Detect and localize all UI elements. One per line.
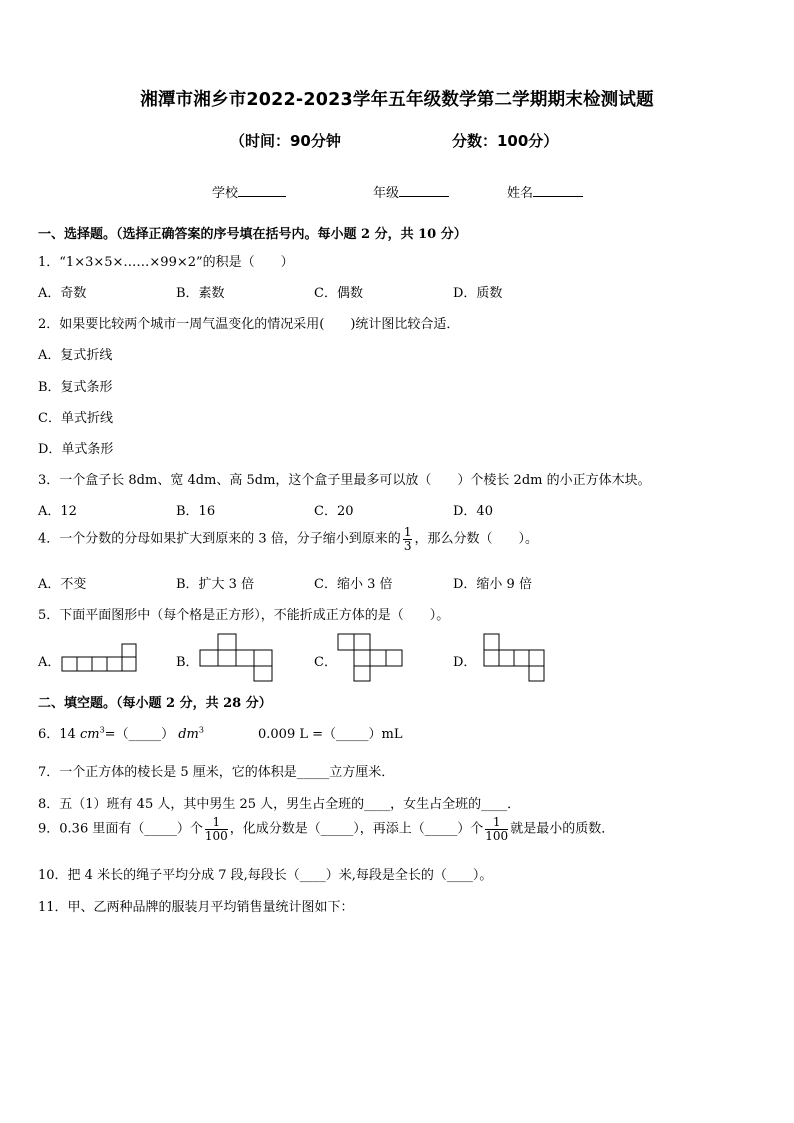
q9-frac2-numerator: 1 (485, 816, 508, 830)
question-10: 10．把 4 米长的绳子平均分成 7 段,每段长（____）米,每段是全长的（____）。 (38, 868, 493, 883)
q9-part-b: ，化成分数是（_____），再添上（_____）个 (229, 821, 484, 837)
grade-label: 年级 (373, 186, 400, 201)
q9-frac2-denominator: 100 (485, 828, 509, 843)
q6-unit-dm: dm (178, 727, 199, 742)
q4-option-b: B．扩大 3 倍 (176, 577, 255, 592)
q5-option-b-label: B． (176, 655, 199, 670)
score-label: 分数：100分） (452, 132, 559, 150)
question-9 (38, 816, 614, 842)
question-4-stem (38, 526, 538, 552)
school-field (212, 182, 286, 201)
name-label: 姓名 (507, 186, 534, 201)
q3-option-b: B．16 (176, 504, 216, 519)
q9-frac1-denominator: 100 (204, 828, 228, 843)
name-blank (533, 184, 583, 197)
q4-option-c: C．缩小 3 倍 (314, 577, 393, 592)
q5-option-a-label: A． (38, 655, 61, 670)
q3-option-c: C．20 (314, 504, 354, 519)
q1-option-a: A．奇数 (38, 286, 87, 301)
q9-fraction-1 (205, 816, 228, 842)
grade-field (373, 182, 449, 201)
q1-option-d: D．质数 (453, 286, 503, 301)
q1-option-c: C．偶数 (314, 286, 363, 301)
net-figure-d (482, 633, 548, 683)
q2-option-b: B．复式条形 (38, 380, 113, 395)
q3-option-d: D．40 (453, 504, 493, 519)
q4-frac-numerator: 1 (403, 525, 412, 539)
q6-exp-1: 3 (99, 725, 105, 735)
question-7: 7．一个正方体的棱长是 5 厘米，它的体积是_____立方厘米． (38, 765, 395, 780)
q2-option-a: A．复式折线 (38, 348, 113, 363)
q6-blank-1: =（_____） (104, 727, 175, 742)
net-figure-a (60, 643, 138, 673)
q9-fraction-2 (485, 816, 508, 842)
q4-fraction (403, 526, 413, 552)
q2-option-d: D．单式条形 (38, 442, 114, 457)
q3-option-a: A．12 (38, 504, 77, 519)
question-3-stem: 3．一个盒子长 8dm、宽 4dm、高 5dm，这个盒子里最多可以放（ ）个棱长 2dm 的小正方体木块。 (38, 473, 651, 488)
q5-option-d-label: D． (453, 655, 477, 670)
q2-option-c: C．单式折线 (38, 411, 113, 426)
q6-part-a: 6．14 (38, 727, 76, 742)
q4-frac-denominator: 3 (403, 538, 412, 553)
q9-frac1-numerator: 1 (205, 816, 228, 830)
question-11: 11．甲、乙两种品牌的服装月平均销售量统计图如下： (38, 900, 354, 915)
q4-option-a: A．不变 (38, 577, 87, 592)
q1-option-b: B．素数 (176, 286, 225, 301)
section-heading-fill: 二、填空题。（每小题 2 分，共 28 分） (38, 696, 272, 711)
question-6 (38, 723, 204, 742)
question-6-part-b: 0.009 L =（_____）mL (258, 727, 403, 742)
q6-exp-2: 3 (198, 725, 204, 735)
school-label: 学校 (212, 186, 239, 201)
q9-part-c: 就是最小的质数． (510, 821, 615, 837)
school-blank (238, 184, 286, 197)
section-heading-choice: 一、选择题。（选择正确答案的序号填在括号内。每小题 2 分，共 10 分） (38, 227, 467, 242)
grade-blank (399, 184, 449, 197)
q4-stem-part1: 4．一个分数的分母如果扩大到原来的 3 倍，分子缩小到原来的 (38, 531, 401, 547)
q6-unit-cm: cm (79, 727, 100, 742)
name-field (507, 182, 583, 201)
question-1-stem: 1．“1×3×5×……×99×2”的积是（ ） (38, 255, 294, 270)
q4-option-d: D．缩小 9 倍 (453, 577, 532, 592)
net-figure-c (336, 633, 406, 683)
net-figure-b (198, 633, 276, 683)
q9-part-a: 9．0.36 里面有（_____）个 (38, 821, 203, 837)
q4-stem-part2: ，那么分数（ ）。 (414, 531, 538, 547)
time-label: （时间：90分钟 (230, 132, 341, 150)
q5-option-c-label: C． (314, 655, 337, 670)
question-8: 8．五（1）班有 45 人，其中男生 25 人，男生占全班的____，女生占全班的____． (38, 797, 521, 812)
question-5-stem: 5．下面平面图形中（每个格是正方形），不能折成正方体的是（ ）。 (38, 608, 450, 623)
question-2-stem: 2．如果要比较两个城市一周气温变化的情况采用( )统计图比较合适． (38, 317, 460, 332)
page-title: 湘潭市湘乡市2022-2023学年五年级数学第二学期期末检测试题 (140, 90, 654, 110)
